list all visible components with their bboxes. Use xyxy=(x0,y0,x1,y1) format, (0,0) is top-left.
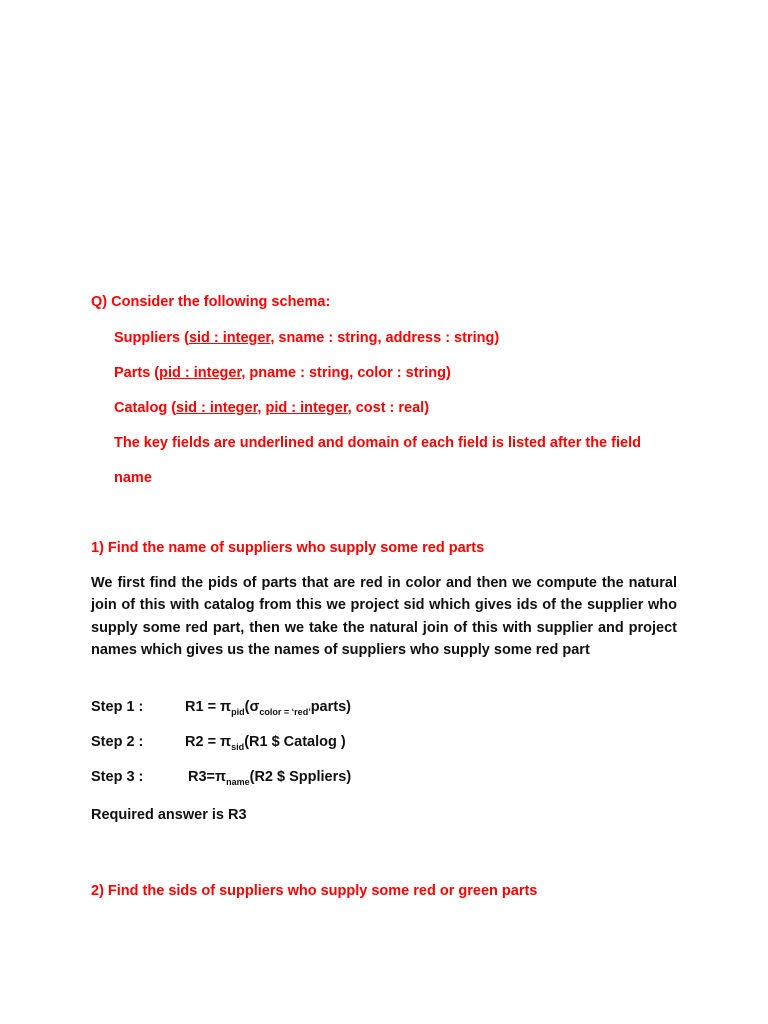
q1-answer: Required answer is R3 xyxy=(91,807,247,823)
schema-suppliers-name: Suppliers xyxy=(114,330,181,346)
schema-parts: Parts (pid : integer, pname : string, color : string) xyxy=(114,365,451,381)
step-3 xyxy=(91,767,352,787)
q2-title: 2) Find the sids of suppliers who supply some red or green parts xyxy=(91,883,538,899)
schema-note-line-1: The key fields are underlined and domain of each field is listed after the field xyxy=(114,435,641,451)
step-1-label: Step 1 : xyxy=(91,699,144,715)
step-1 xyxy=(91,697,351,717)
step-1-expression: $R1 = \pi_{pid}(\sigma_{color = ‘red’}parts)$ xyxy=(185,699,351,717)
step-2 xyxy=(91,732,346,752)
step-3-label: Step 3 : xyxy=(91,769,144,785)
step-3-expression: $R3=\pi_{name}(R2$ $ Sppliers) xyxy=(188,769,352,787)
schema-catalog-name: Catalog xyxy=(114,400,168,416)
schema-note-line-2: name xyxy=(114,470,152,486)
schema-parts-key-pid: pid : integer xyxy=(159,365,242,381)
schema-parts-name: Parts xyxy=(114,365,151,381)
step-2-label: Step 2 : xyxy=(91,734,144,750)
step-2-expression: $R2 = \pi_{sid}(R1$ $ Catalog ) xyxy=(185,734,346,752)
schema-suppliers-key-sid: sid : integer xyxy=(188,330,271,346)
schema-catalog: Catalog (sid : integer, pid : integer, cost : real) xyxy=(114,400,430,416)
schema-suppliers: Suppliers (sid : integer, sname : string, address : string) xyxy=(114,330,500,346)
question-heading: Q) Consider the following schema: xyxy=(91,294,331,310)
schema-catalog-key-sid: sid : integer xyxy=(176,400,258,416)
schema-catalog-key-pid: pid : integer xyxy=(265,400,348,416)
q1-title: 1) Find the name of suppliers who supply some red parts xyxy=(91,540,485,556)
q1-explanation: We first find the pids of parts that are red in color and then we compute the natural join of this with catalog from this we project sid which gives ids of the supplier who supply some red part, then we take the natural join of this with supplier and project names which gives us the names of suppliers who supply some red part xyxy=(91,575,677,658)
